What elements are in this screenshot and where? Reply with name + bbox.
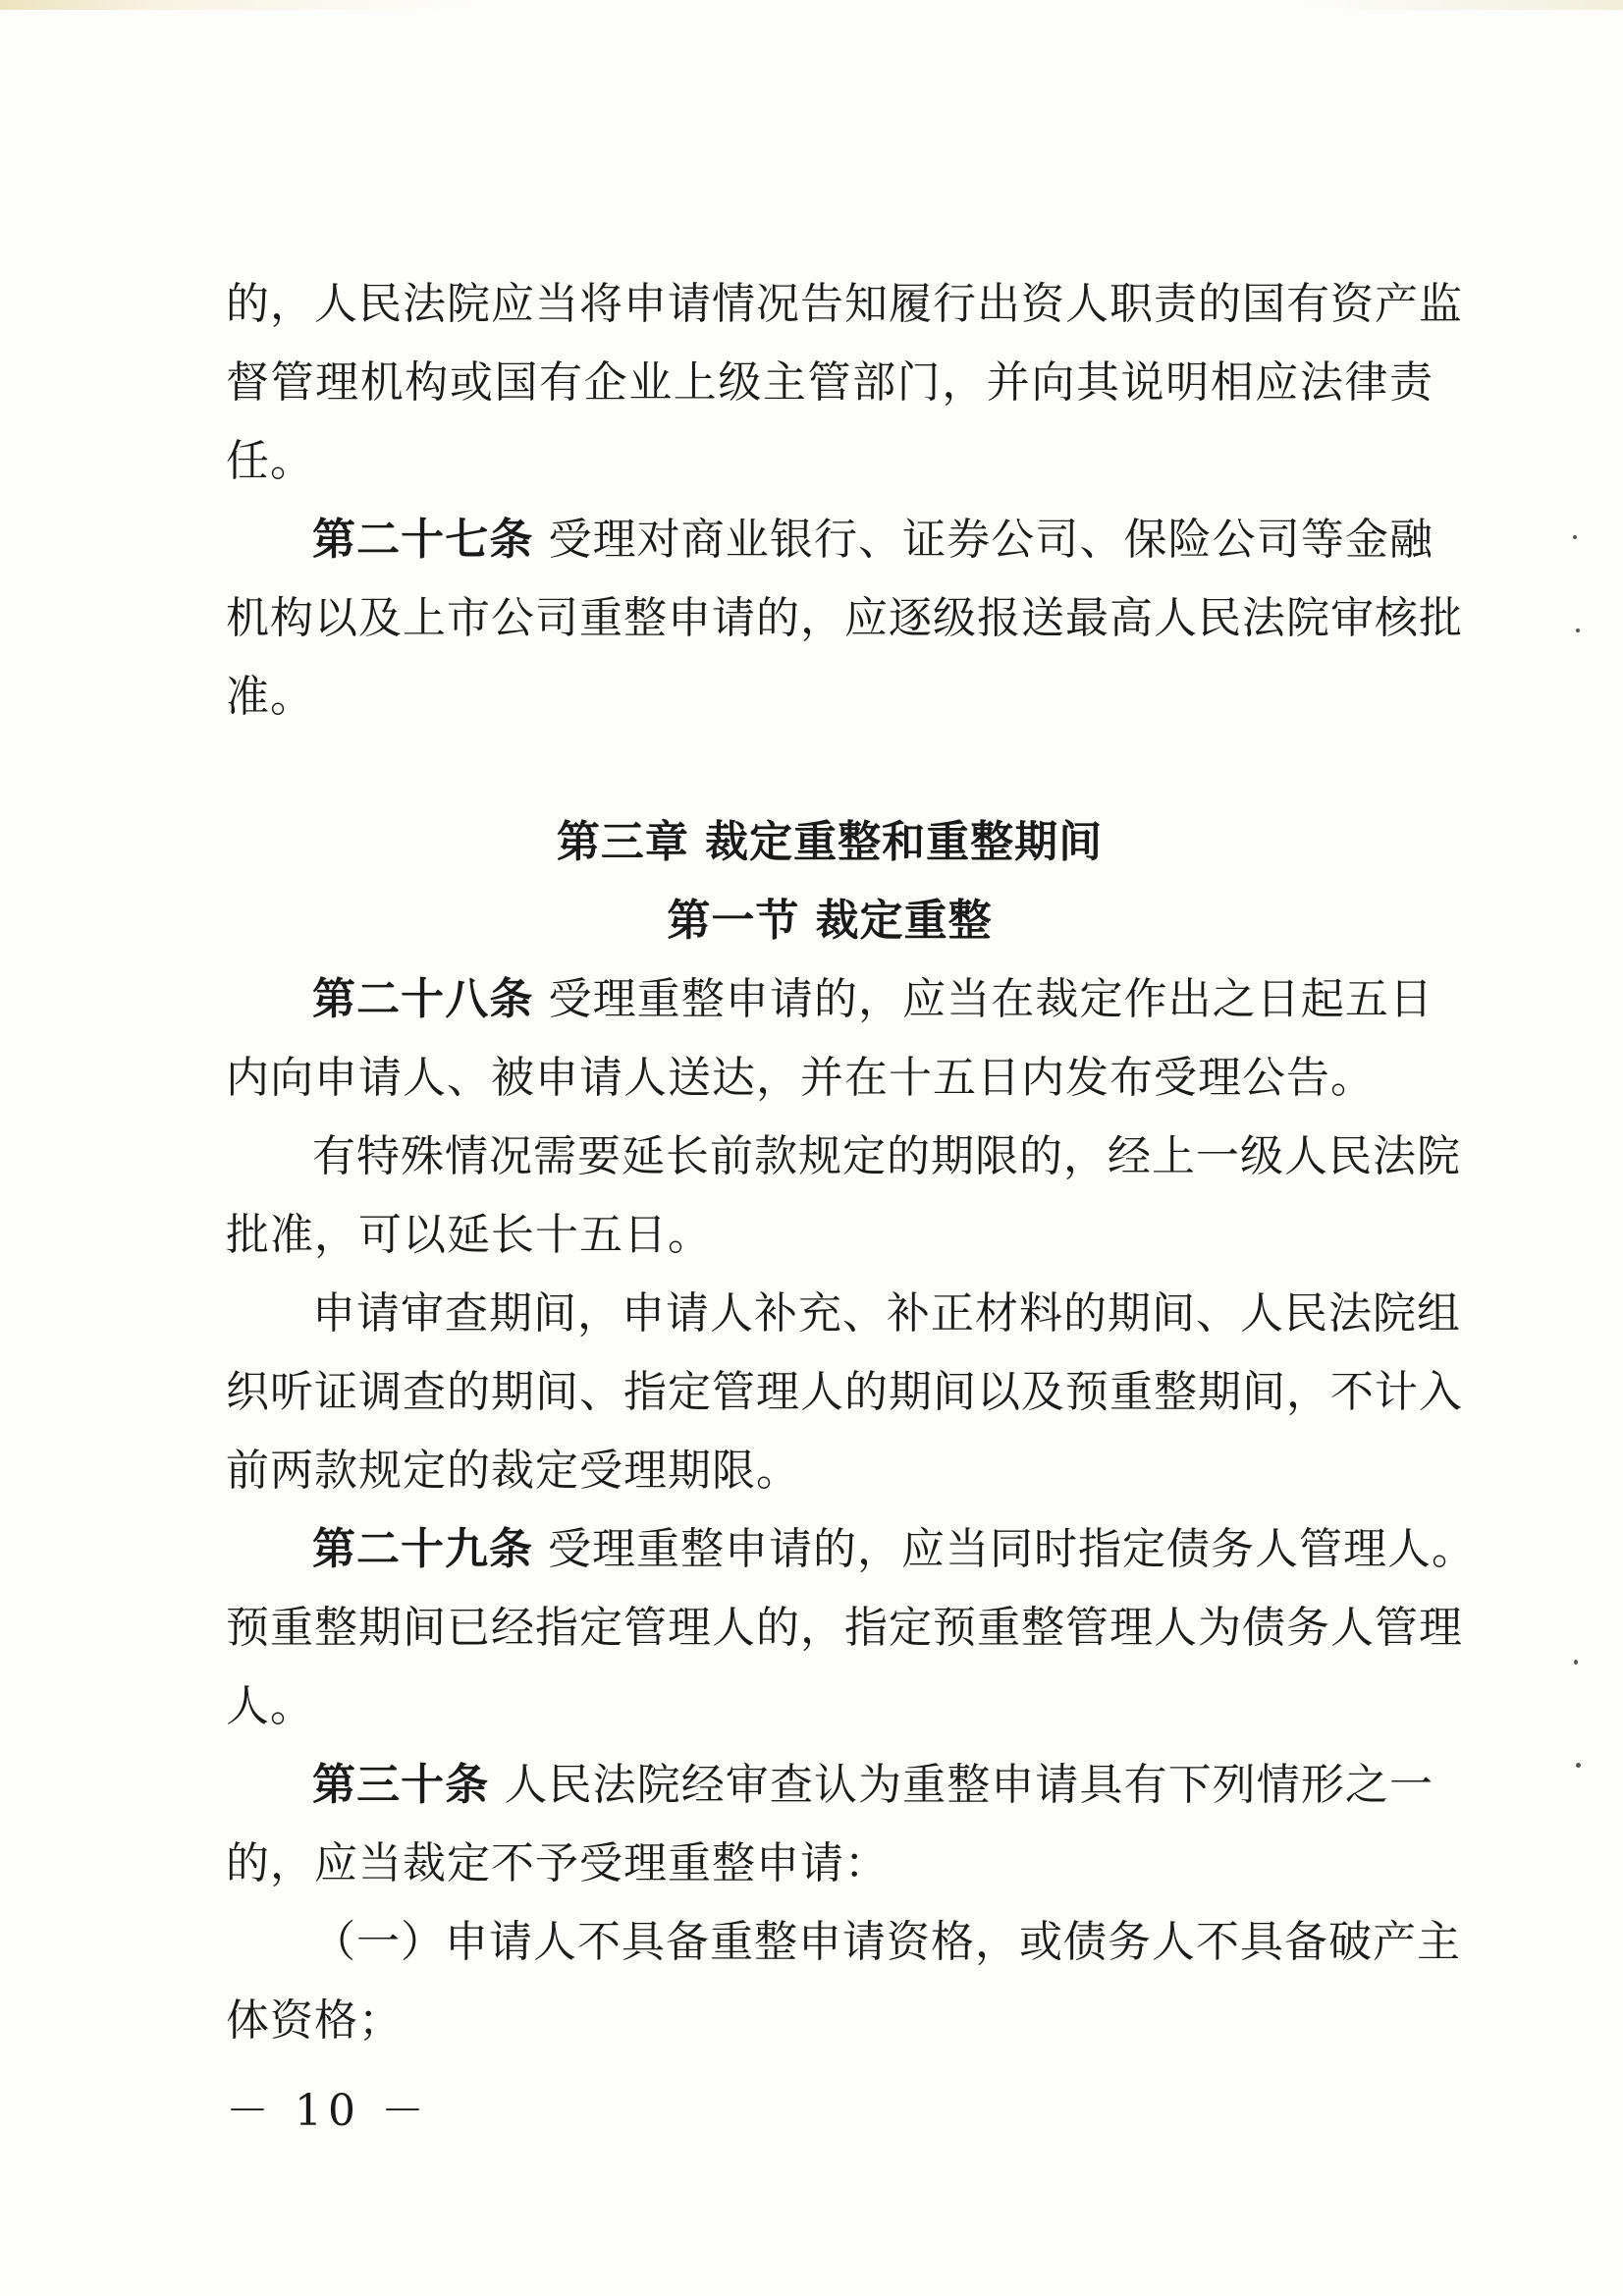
text-line: 有特殊情况需要延长前款规定的期限的，经上一级人民法院 (312, 1131, 1461, 1181)
text-line: （一）申请人不具备重整申请资格，或债务人不具备破产主 (312, 1917, 1461, 1967)
scan-speck (1576, 629, 1580, 632)
text-line: 内向申请人、被申请人送达，并在十五日内发布受理公告。 (226, 1053, 1375, 1103)
article-28 (226, 960, 1463, 1510)
text-line: 织听证调查的期间、指定管理人的期间以及预重整期间，不计入 (226, 1367, 1463, 1417)
text-line (226, 501, 1434, 579)
text-line: 任。 (226, 436, 314, 486)
text-line: 人。 (226, 1681, 314, 1731)
text-line (226, 960, 1434, 1039)
spacer (226, 737, 1434, 803)
article-27 (226, 501, 1463, 737)
text-line: 预重整期间已经指定管理人的，指定预重整管理人为债务人管理 (226, 1603, 1463, 1653)
text-line: 的，应当裁定不予受理重整申请： (226, 1838, 889, 1888)
continued-paragraph (226, 265, 1463, 501)
article-label: 第二十八条 (312, 974, 534, 1024)
text-line: 机构以及上市公司重整申请的，应逐级报送最高人民法院审核批 (226, 593, 1463, 643)
page-number: － 10 － (226, 2086, 430, 2136)
text-line: 申请审查期间，申请人补充、补正材料的期间、人民法院组 (312, 1288, 1461, 1339)
article-label: 第二十九条 (312, 1524, 533, 1574)
chapter-heading: 第三章 裁定重整和重整期间 (556, 817, 1104, 867)
text-line: 的，人民法院应当将申请情况告知履行出资人职责的国有资产监 (226, 279, 1463, 329)
scan-speck (1573, 535, 1577, 539)
text-line: 批准，可以延长十五日。 (226, 1210, 712, 1260)
scan-edge (0, 0, 1623, 10)
article-label: 第三十条 (312, 1760, 490, 1810)
text-line: 前两款规定的裁定受理期限。 (226, 1446, 800, 1496)
article-text: 受理对商业银行、证券公司、保险公司等金融 (548, 515, 1434, 565)
document-body (226, 265, 1476, 2060)
article-label: 第二十七条 (312, 515, 534, 565)
section-heading: 第一节 裁定重整 (667, 896, 993, 946)
article-text: 受理重整申请的，应当在裁定作出之日起五日 (548, 974, 1434, 1024)
article-30 (226, 1746, 1461, 2060)
article-text: 人民法院经审查认为重整申请具有下列情形之一 (504, 1760, 1434, 1810)
text-line (226, 1510, 1476, 1589)
scan-speck (1574, 1660, 1578, 1665)
scan-speck (1576, 1763, 1581, 1768)
text-line: 体资格； (226, 1995, 403, 2046)
text-line: 准。 (226, 672, 314, 722)
text-line: 督管理机构或国有企业上级主管部门，并向其说明相应法律责 (226, 357, 1434, 408)
text-line (226, 1746, 1434, 1825)
article-29 (226, 1510, 1476, 1746)
article-text: 受理重整申请的，应当同时指定债务人管理人。 (548, 1524, 1476, 1574)
